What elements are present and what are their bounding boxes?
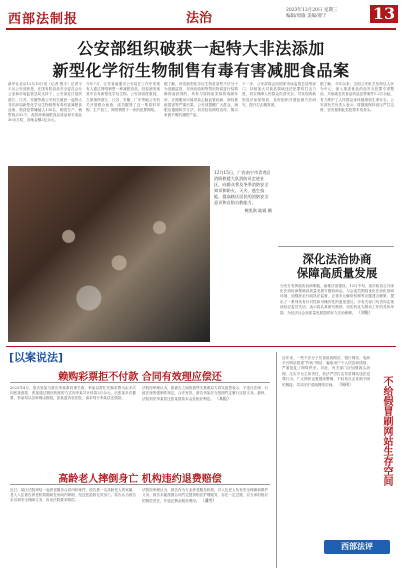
commentary-end-tag: （周伟） xyxy=(337,382,354,388)
dateline xyxy=(286,8,337,20)
article2-body-left: 近日，某区法院审结一起养老服务合同纠纷案件。原告系一名高龄老人的家属，老人入住被告养老机构期间在房间内摔倒，经送医抢救无效身亡。原告认为被告未尽到安全保障义务，诉至法院要求赔偿。 xyxy=(10,488,136,503)
article2-rule xyxy=(10,484,270,485)
commentary-badge: 西部法评 xyxy=(324,540,390,554)
photo-caption xyxy=(214,170,272,260)
commentary-divider xyxy=(276,352,277,568)
lead-body-col4: 下一步，公安部将会同国家市场监管总局等部门，持续加大对食品领域违法犯罪的打击力度，切实保障人民群众饮食安全。对发现的新型违法添加物质，及时组织开展检测方法研究，提升打击精准度。 xyxy=(242,82,316,107)
article2-body-right-text: 法院经审理认为，被告作为专业养老服务机构，对入住老人负有安全保障和照护义务。被告未能按照合同约定提供相应护理服务，存在一定过错，应当承担相应的赔偿责任，并退还剩余服务费用。 xyxy=(142,488,268,504)
lead-body-col2: 今年7月，江苏省南通市公安局在工作中发现有人通过网络销售一种减肥食品，经检测发现其中含有新型化学衍生物。公安部高度重视，立即指挥浙江、江苏、安徽、广东等地公安机关开展联合侦查，成功摧毁了这一集原料采购、生产加工、网络销售于一体的犯罪网络。 xyxy=(86,82,160,113)
page-number: 13 xyxy=(370,5,398,23)
lead-headline-line1: 公安部组织破获一起特大非法添加 xyxy=(77,39,325,58)
sidebar-end-tag: （刘锐） xyxy=(356,310,373,316)
article2-body-right xyxy=(142,488,268,568)
commentary-body xyxy=(282,356,370,536)
section-title: 法治 xyxy=(186,11,213,26)
article2-end-tag: （潘雪） xyxy=(200,498,217,504)
article1-rule xyxy=(10,382,270,383)
photo-credit: 黄凯琪 陆霖 摄 xyxy=(244,208,272,213)
sidebar-headline xyxy=(280,252,394,280)
article1-headline: 赖购彩票拒不付款 合同有效理应偿还 xyxy=(58,372,222,383)
photo-caption-text: 12月15日，广西南宁市青秀区消防救援大队消防员走进社区，向群众普及冬季消防安全知识和防火、灭火、逃生技能，提高辖区居民的消防安全意识和自防自救能力。 xyxy=(214,170,271,205)
sidebar-top-rule xyxy=(278,246,394,247)
sidebar-headline-line1: 深化法治协商 xyxy=(302,252,372,266)
date-text: 2023年12月20日 星期三 xyxy=(286,8,338,13)
editor-text: 编辑/周瑜 美编/邢宁 xyxy=(286,14,327,19)
article1-body-left: 2023年4月，原告张某与被告李某系同事关系。李某以帮忙代购彩票为由多次向张某借款，张某通过微信转账的方式向李某共计转款2万余元。后张某多次催要，李某均以各种理由推脱。张某遂诉至法院，请求判令李某偿还借款。 xyxy=(10,386,136,401)
article1-body-right xyxy=(142,386,268,464)
lead-body-col1: 新华社北京12月19日电（记者 熊丰）记者今天从公安部获悉，在国务院食品安全委员会办公室和市场监管总局支持下，公安部近日组织浙江、江苏、安徽等地公安机关破获一起特大非法添加新型化学衍生物制售有毒有害减肥食品案，抓获犯罪嫌疑人130名，捣毁生产、销售窝点52个，查扣涉案减肥食品成品和半成品30余万粒，涉案金额2亿余元。 xyxy=(8,82,82,123)
section-tag: [以案说法] xyxy=(9,351,64,364)
masthead-logo: 西部法制报 xyxy=(8,12,79,27)
article2-headline: 高龄老人摔倒身亡 机构违约退费赔偿 xyxy=(58,474,222,485)
sidebar-body xyxy=(280,284,394,342)
lead-headline-line2: 新型化学衍生物制售有毒有害减肥食品案 xyxy=(52,61,350,80)
article1-end-tag: （本报） xyxy=(215,396,232,402)
commentary-vertical-headline: 不给假冒刷网站生存空间 xyxy=(381,376,392,486)
lead-body-col3: 据了解，该类新型化学衍生物是某些不法分子为逃避监管，对西布曲明等禁用物质进行结构修饰而获得的，具有与原物质类似的毒副作用，长期服用可能导致心脑血管疾病、神经系统损害等严重后果。公安部提醒广大群众，减肥应遵循科学方法，切勿轻信网络宣传，购买来源不明的减肥产品。 xyxy=(164,82,238,118)
commentary-body-text: 近年来，一些不法分子仿冒政府网站、银行网站、电商平台网站搭建“钓鱼”网站，骗取用户个人信息和钱财，严重扰乱了网络秩序。对此，有关部门应加强源头治理，压实平台主体责任，依法严厉打击仿冒网站违法犯罪行为；广大网民也要提高警惕，不轻易点击来源不明的链接，共同守护清朗网络空间。 xyxy=(282,356,370,388)
photo-scene xyxy=(8,166,210,342)
masthead-divider xyxy=(6,28,396,30)
sidebar-body-text: 为充分发挥政协协商职能，助推法治建设，12月中旬，某市政协召开深化法治协商保障高质量发展专题协商会。与会委员围绕优化法治化营商环境、加强涉企行政执法监督、完善多元解纷机制等议题建言献策，提出了一系列具有针对性和可操作性的意见建议。市有关部门负责同志现场回应委员关切，表示将认真研究吸纳，切实转化为推动工作的具体举措，为经济社会高质量发展提供有力法治保障。 xyxy=(280,284,394,316)
news-photo xyxy=(8,166,210,342)
lead-body-col5: 据了解，今年以来，全国公安机关坚持以人民为中心，深入推进食品药品安全犯罪专项整治，共侦破各类食品药品犯罪案件1.2万余起，有力维护了人民群众身体健康和生命安全。公安部有关负责人表示，将继续保持高压严打态势，坚决遏制此类犯罪多发势头。 xyxy=(320,82,394,113)
sidebar-headline-line2: 保障高质量发展 xyxy=(296,266,378,280)
section-divider xyxy=(6,346,396,347)
article1-body-right-text: 法院经审理认为，原被告之间的借贷关系系双方真实意思表示，不违反法律、行政法规的强制性规定，合法有效。被告李某应当按照约定履行还款义务。最终，法院判决李某偿还张某借款本金及相应利息。 xyxy=(142,386,268,402)
